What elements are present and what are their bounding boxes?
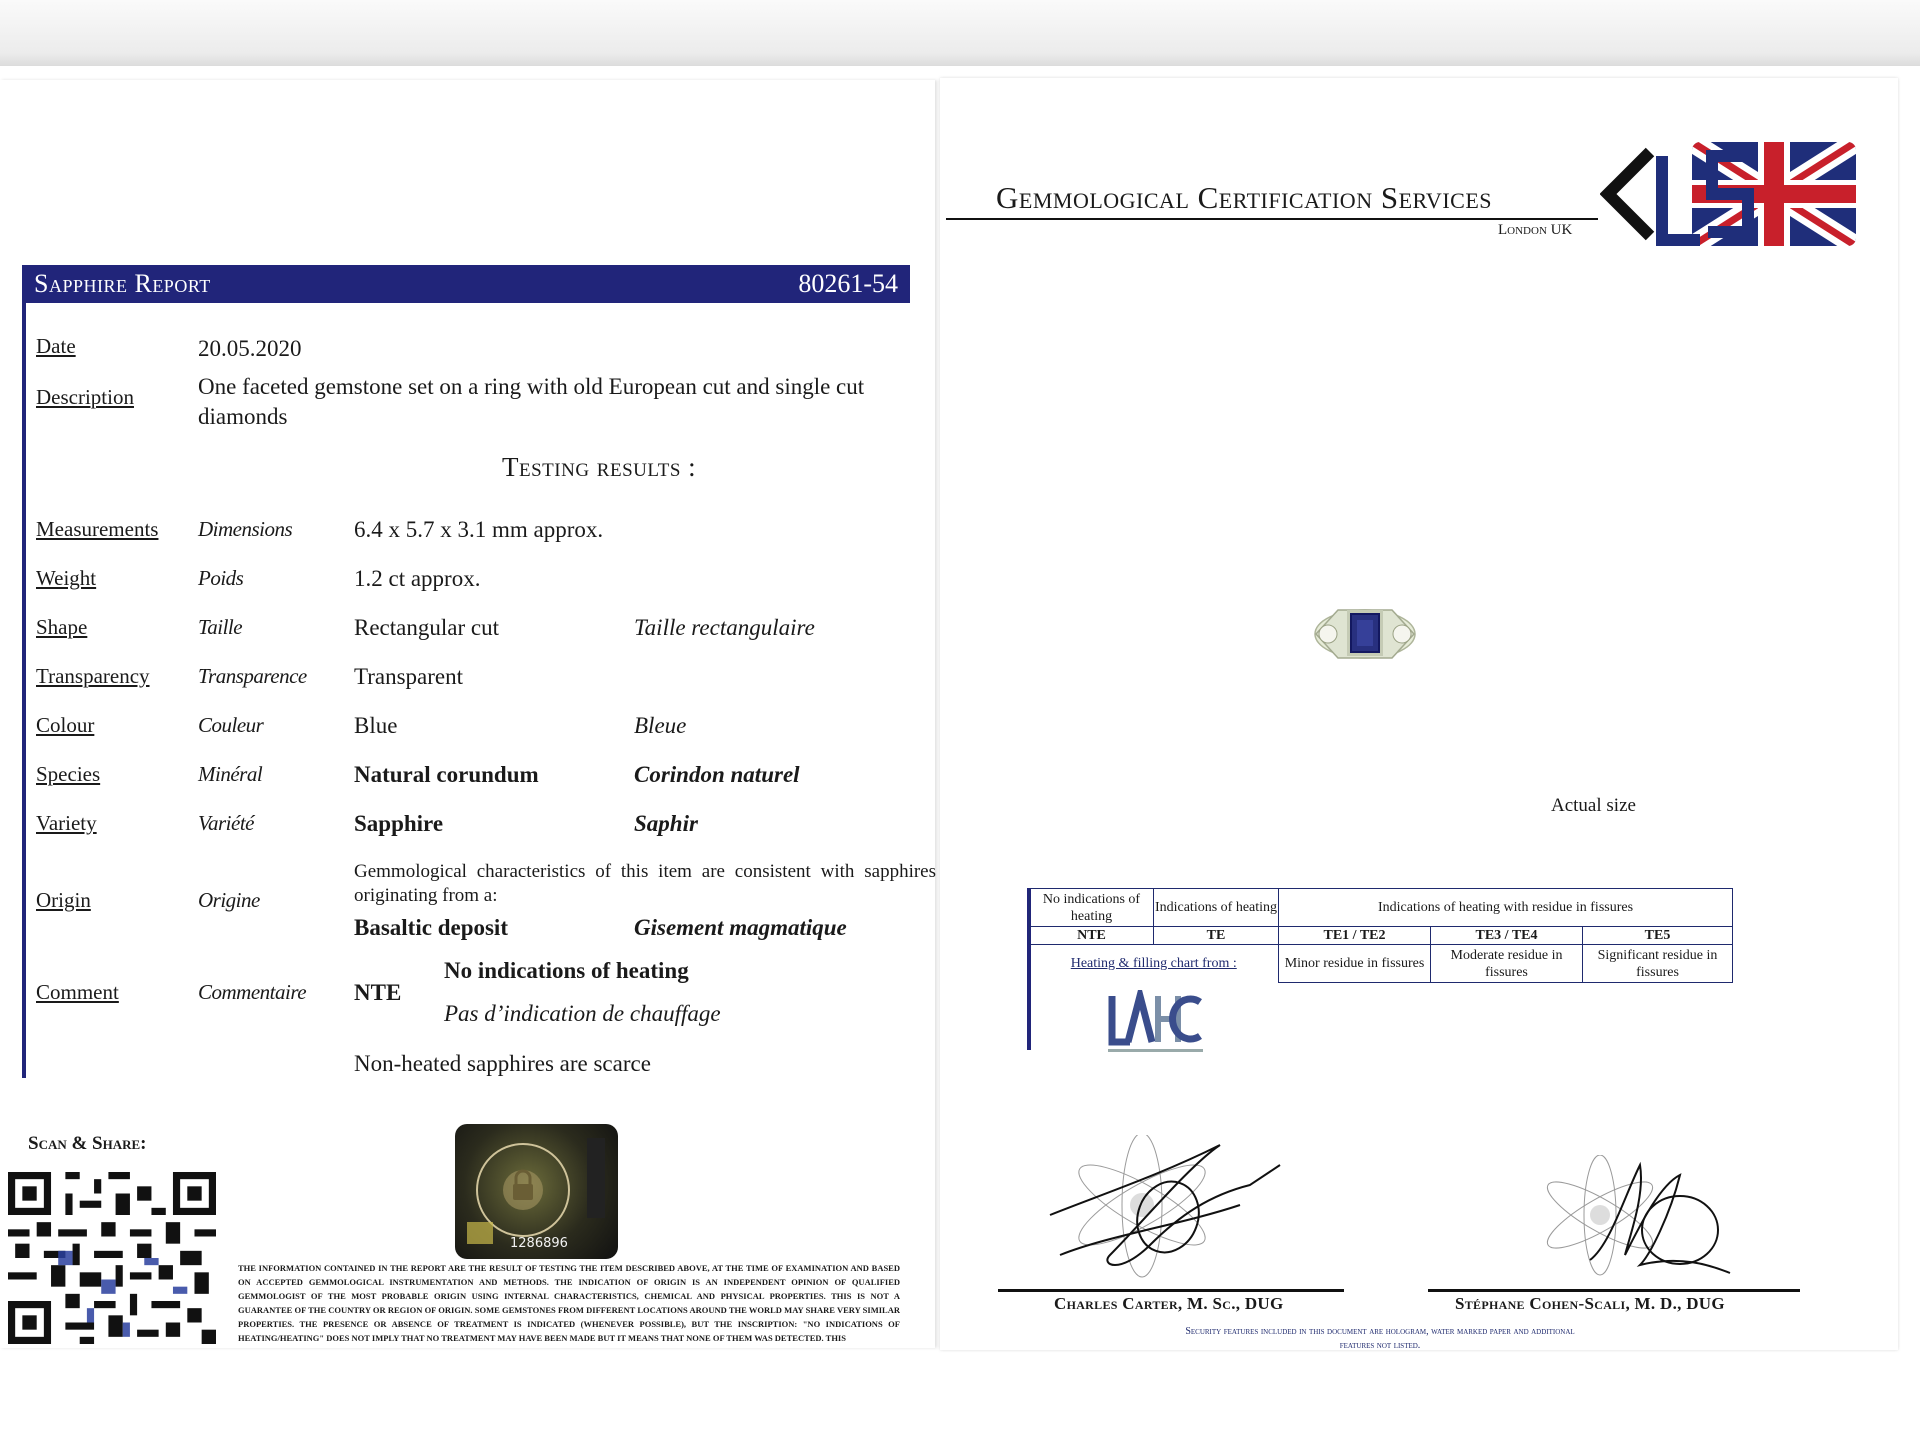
- company-name: Gemmological Certification Services: [996, 180, 1492, 215]
- origin-row: [36, 860, 936, 940]
- row-label-fr: Transparence: [198, 664, 307, 688]
- gcs-flag-logo: [1600, 142, 1856, 250]
- origin-value: Basaltic deposit: [354, 915, 508, 940]
- code-cell: NTE: [1030, 927, 1154, 945]
- security-note: Security features included in this document are hologram, water marked paper and additional features not listed.: [1185, 1326, 1575, 1349]
- signature-line-1: [998, 1289, 1344, 1292]
- row-label-fr: Dimensions: [198, 517, 293, 541]
- date-value: 20.05.2020: [198, 336, 302, 361]
- heating-chart-link[interactable]: Heating & filling chart from :: [1070, 956, 1237, 972]
- origin-label: Origin: [36, 888, 91, 912]
- row-value: Natural corundum: [354, 762, 539, 787]
- description-label: Description: [36, 385, 134, 409]
- origin-text: Gemmological characteristics of this item are consistent with sapphires originating from a:: [354, 861, 936, 906]
- origin-value-fr: Gisement magmatique: [634, 915, 847, 940]
- comment-note: Non-heated sapphires are scarce: [354, 1051, 651, 1076]
- row-label-fr: Poids: [198, 566, 244, 590]
- company-rule: [946, 218, 1598, 220]
- row-label: Measurements: [36, 517, 159, 541]
- signatory-1: Charles Carter, M. Sc., DUG: [1054, 1294, 1284, 1313]
- origin-label-fr: Origine: [198, 888, 260, 912]
- hologram-number: 1286896: [510, 1236, 568, 1251]
- signature-line-2: [1428, 1289, 1800, 1292]
- comment-label: Comment: [36, 980, 119, 1004]
- company-location: London UK: [1498, 222, 1573, 238]
- disclaimer-text: THE INFORMATION CONTAINED IN THE REPORT ARE THE RESULT OF TESTING THE ITEM DESCRIBED ABOVE, AT THE TIME OF EXAMINATION AND BASED ON ACCEPTED GEMMOLOGICAL INSTRUMENTATION AND METHODS. THE INDICATION OF ORIGIN IS AN INDEPENDENT OPINION OF QUALIFIED GEMMOLOGIST OF THE MOST PROBABLE ORIGIN USING INTERNAL CHARACTERISTICS, CHEMICAL AND PHYSICAL PROPERTIES. THIS IS NOT A GUARANTEE OF THE COUNTRY OR REGION OF ORIGIN. SOME GEMSTONES FROM DIFFERENT LOCATIONS AROUND THE WORLD MAY SHARE VERY SIMILAR PROPERTIES. THE PRESENCE OR ABSENCE OF TREATMENT IS INDICATED (WHENEVER POSSIBLE), BUT THE INSCRIPTION: "NO INDICATIONS OF HEATING/HEATING" DOES NOT IMPLY THAT NO TREATMENT MAY HAVE BEEN MADE BUT IT MEANS THAT NONE OF THEM WAS DETECTED. THIS: [238, 1263, 900, 1343]
- row-value-fr: Taille rectangulaire: [634, 615, 815, 640]
- code-cell: TE5: [1583, 927, 1733, 945]
- top-shadow-band: [0, 0, 1920, 66]
- scan-share-label: Scan & Share:: [28, 1133, 147, 1154]
- testing-results-heading: Testing results :: [502, 452, 697, 482]
- row-value: Transparent: [354, 664, 464, 689]
- row-label-fr: Variété: [198, 811, 254, 835]
- row-label: Shape: [36, 615, 88, 639]
- row-label-fr: Couleur: [198, 713, 264, 737]
- row-value: Blue: [354, 713, 398, 738]
- row-value-fr: Bleue: [634, 713, 687, 738]
- row-value: Rectangular cut: [354, 615, 499, 640]
- row-label: Transparency: [36, 664, 150, 688]
- actual-size-label: Actual size: [1551, 795, 1636, 816]
- row-label-fr: Minéral: [198, 762, 263, 786]
- row-value-fr: Saphir: [634, 811, 698, 836]
- report-header-bar: [22, 265, 910, 303]
- comment-row: [36, 958, 906, 1078]
- row-label: Weight: [36, 566, 97, 590]
- report-side-rule: [22, 303, 26, 1078]
- date-label: Date: [36, 334, 76, 358]
- row-label: Colour: [36, 713, 95, 737]
- row-label: Species: [36, 762, 101, 786]
- residue-cell: Moderate residue in fissures: [1431, 945, 1583, 983]
- residue-cell: Significant residue in fissures: [1583, 945, 1733, 983]
- row-label: Variety: [36, 811, 97, 835]
- comment-text: No indications of heating: [444, 958, 689, 983]
- qr-code[interactable]: [8, 1172, 216, 1344]
- row-value-fr: Corindon naturel: [634, 762, 800, 787]
- code-cell: TE: [1154, 927, 1279, 945]
- signatory-2: Stéphane Cohen-Scali, M. D., DUG: [1455, 1294, 1725, 1313]
- report-title: Sapphire Report: [34, 269, 211, 298]
- code-cell: TE3 / TE4: [1431, 927, 1583, 945]
- row-value: 6.4 x 5.7 x 3.1 mm approx.: [354, 517, 604, 542]
- comment-label-fr: Commentaire: [198, 980, 307, 1004]
- row-label-fr: Taille: [198, 615, 243, 639]
- report-number: 80261-54: [798, 269, 898, 298]
- residue-cell: Minor residue in fissures: [1279, 945, 1431, 983]
- signature-1: [1040, 1135, 1290, 1290]
- head-no-heating: No indications of heating: [1030, 889, 1154, 927]
- comment-code: NTE: [354, 980, 402, 1005]
- heating-chart-table: [1029, 888, 1733, 983]
- head-residue: Indications of heating with residue in fissures: [1279, 889, 1733, 927]
- row-value: 1.2 ct approx.: [354, 566, 481, 591]
- ring-photo: [1314, 600, 1416, 668]
- code-cell: TE1 / TE2: [1279, 927, 1431, 945]
- row-value: Sapphire: [354, 811, 444, 836]
- signature-2: [1530, 1155, 1750, 1285]
- description-value: One faceted gemstone set on a ring with old European cut and single cut diamonds: [198, 374, 865, 429]
- comment-text-fr: Pas d’indication de chauffage: [444, 1001, 721, 1026]
- head-heating: Indications of heating: [1154, 889, 1279, 927]
- lmhc-logo: [1108, 990, 1203, 1056]
